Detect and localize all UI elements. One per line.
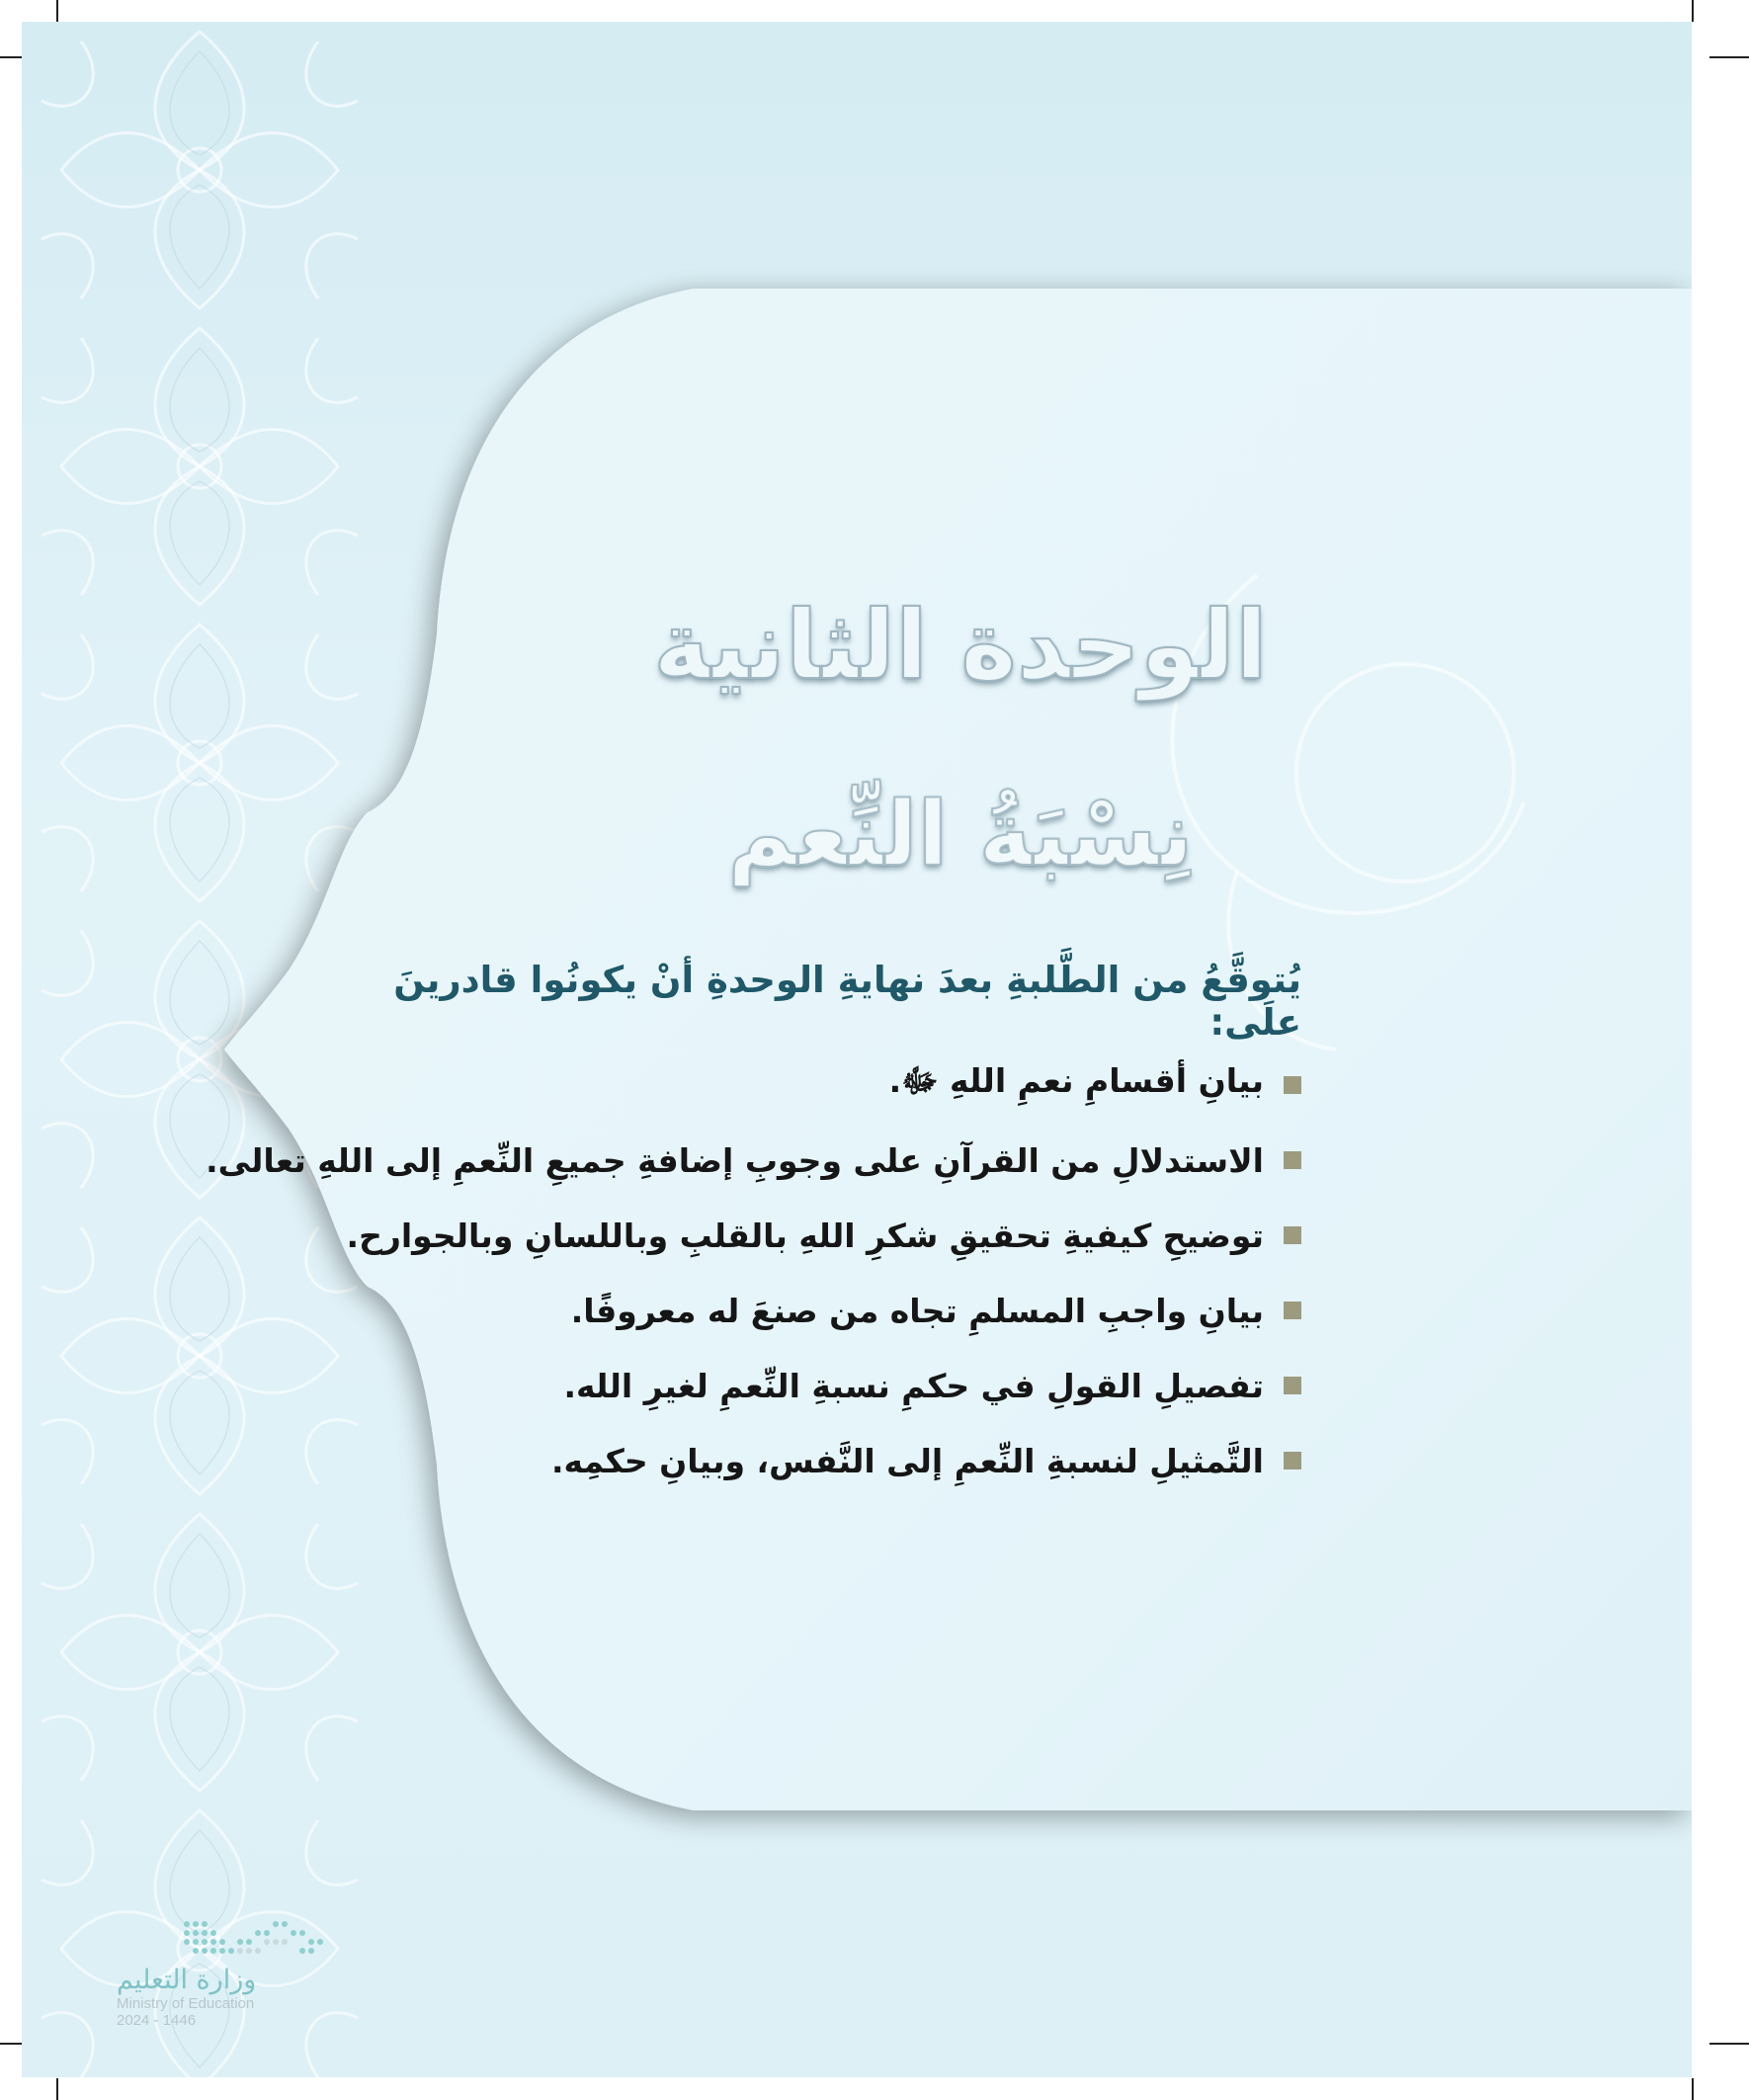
bullet-square-icon — [1284, 1302, 1301, 1319]
lesson-title: نِسْبَةُ النِّعم — [727, 783, 1194, 886]
objective-text: بيانِ أقسامِ نعمِ اللهِ ﷻ. — [888, 1061, 1264, 1100]
list-item — [206, 1123, 1301, 1198]
background-panel — [22, 22, 1692, 2077]
logo-year: 2024 - 1446 — [117, 2012, 197, 2029]
objectives-list — [206, 1048, 1301, 1498]
bullet-square-icon — [1284, 1377, 1301, 1394]
bullet-square-icon — [1284, 1151, 1301, 1169]
objective-text: الاستدلالِ من القرآنِ على وجوبِ إضافةِ جميعِ النِّعمِ إلى اللهِ تعالى. — [206, 1140, 1264, 1180]
crop-mark-top-left-vertical — [56, 0, 58, 22]
crop-mark-bottom-right-horizontal — [1709, 2043, 1749, 2045]
bullet-square-icon — [1284, 1226, 1301, 1244]
bullet-square-icon — [1284, 1076, 1301, 1094]
objective-text: بيانِ واجبِ المسلمِ تجاه من صنعَ له معروفًا. — [570, 1291, 1264, 1330]
crop-mark-top-right-horizontal — [1709, 56, 1749, 58]
objective-text: توضيحِ كيفيةِ تحقيقِ شكرِ اللهِ بالقلبِ وباللسانِ وبالجوارح. — [346, 1216, 1264, 1255]
logo-name-arabic: وزارة التعليم — [117, 1965, 257, 1995]
objective-text: التَّمثيلِ لنسبةِ النِّعمِ إلى النَّفس، وبيانِ حكمِه. — [550, 1441, 1264, 1480]
logo-name-english: Ministry of Education — [117, 1995, 255, 2012]
list-item — [264, 1048, 1301, 1123]
objectives-intro: يُتوقَّعُ من الطَّلبةِ بعدَ نهايةِ الوحدةِ أنْ يكونُوا قادرينَ علَى: — [393, 959, 1301, 1044]
bullet-square-icon — [1284, 1452, 1301, 1470]
list-item — [264, 1348, 1301, 1423]
list-item — [264, 1273, 1301, 1348]
logo-dots-icon — [182, 1919, 330, 1961]
list-item — [264, 1423, 1301, 1498]
objective-text: تفصيلِ القولِ في حكمِ نسبةِ النِّعمِ لغيرِ الله. — [563, 1366, 1264, 1405]
unit-title: الوحدة الثانية — [653, 590, 1268, 701]
crop-mark-bottom-right-vertical — [1692, 2078, 1694, 2100]
list-item — [264, 1198, 1301, 1273]
crop-mark-bottom-left-vertical — [56, 2078, 58, 2100]
ministry-logo — [117, 1919, 344, 2029]
crop-mark-top-right-vertical — [1692, 0, 1694, 22]
crop-mark-top-left-horizontal — [0, 56, 22, 58]
crop-mark-bottom-left-horizontal — [0, 2043, 22, 2045]
